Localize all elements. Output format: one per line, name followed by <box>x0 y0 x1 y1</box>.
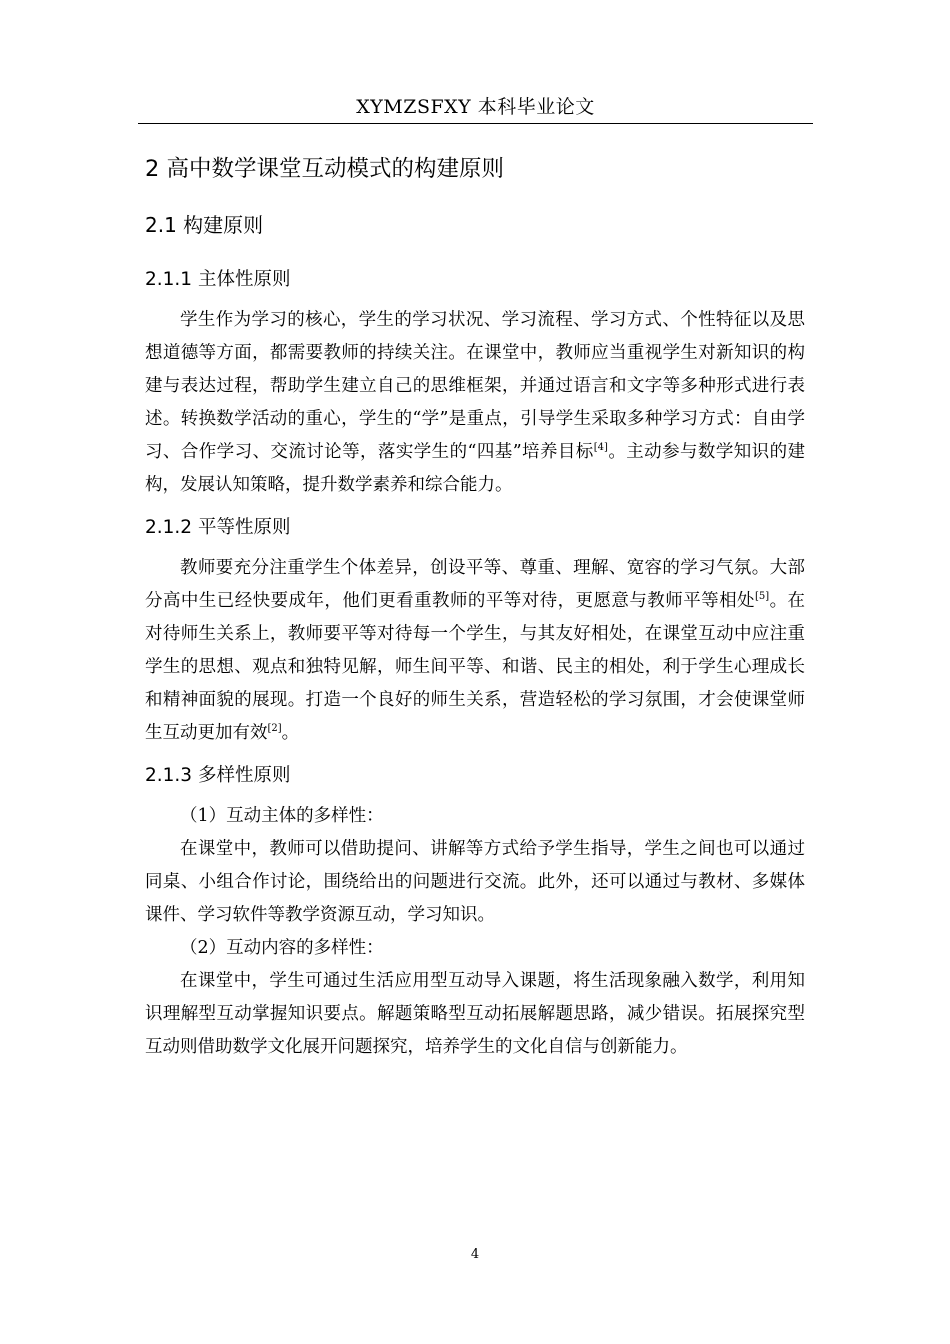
paragraph-interaction-subjects: 在课堂中，教师可以借助提问、讲解等方式给予学生指导，学生之间也可以通过同桌、小组合作讨论，围绕给出的问题进行交流。此外，还可以通过与教材、多媒体课件、学习软件等教学资源互动，学习知识。 <box>145 839 805 925</box>
page-content <box>145 150 805 1064</box>
citation-marker: [2] <box>267 723 282 735</box>
header-divider <box>138 123 813 124</box>
paragraph-subjectivity <box>145 304 805 502</box>
subsection-heading-equality: 2.1.2 平等性原则 <box>145 517 291 538</box>
section-heading: 2.1 构建原则 <box>145 213 264 237</box>
paragraph-text: 。在对待师生关系上，教师要平等对待每一个学生，与其友好相处，在课堂互动中应注重学生的思想、观点和独特见解，师生间平等、和谐、民主的相处，利于学生心理成长和精神面貌的展现。打造一个良好的师生关系，营造轻松的学习氛围，才会使课堂师生互动更加有效 <box>145 591 806 743</box>
page-number: 4 <box>470 1247 480 1262</box>
list-item-label: （2）互动内容的多样性： <box>180 938 384 958</box>
list-item-label: （1）互动主体的多样性： <box>180 806 384 826</box>
citation-marker: [5] <box>754 591 770 603</box>
page-header-title: XYMZSFXY 本科毕业论文 <box>356 96 595 118</box>
paragraph-text: 教师要充分注重学生个体差异，创设平等、尊重、理解、宽容的学习气氛。大部分高中生已经快要成年，他们更看重教师的平等对待，更愿意与教师平等相处 <box>145 558 805 611</box>
paragraph-interaction-content: 在课堂中，学生可通过生活应用型互动导入课题，将生活现象融入数学，利用知识理解型互动掌握知识要点。解题策略型互动拓展解题思路，减少错误。拓展探究型互动则借助数学文化展开问题探究，培养学生的文化自信与创新能力。 <box>145 971 805 1057</box>
citation-marker: [4] <box>593 442 608 454</box>
subsection-heading-subjectivity: 2.1.1 主体性原则 <box>145 269 291 290</box>
paragraph-text: 。 <box>281 723 300 743</box>
subsection-heading-diversity: 2.1.3 多样性原则 <box>145 765 291 786</box>
paragraph-equality <box>145 552 805 750</box>
paragraph-text: 。主动参与数学知识的建构，发展认知策略，提升数学素养和综合能力。 <box>145 442 805 495</box>
chapter-heading: 2 高中数学课堂互动模式的构建原则 <box>145 156 504 182</box>
paragraph-text: 学生作为学习的核心，学生的学习状况、学习流程、学习方式、个性特征以及思想道德等方面，都需要教师的持续关注。在课堂中，教师应当重视学生对新知识的构建与表达过程，帮助学生建立自己的思维框架，并通过语言和文字等多种形式进行表述。转换数学活动的重心，学生的“学”是重点，引导学生采取多种学习方式：自由学习、合作学习、交流讨论等，落实学生的“四基”培养目标 <box>145 310 805 462</box>
